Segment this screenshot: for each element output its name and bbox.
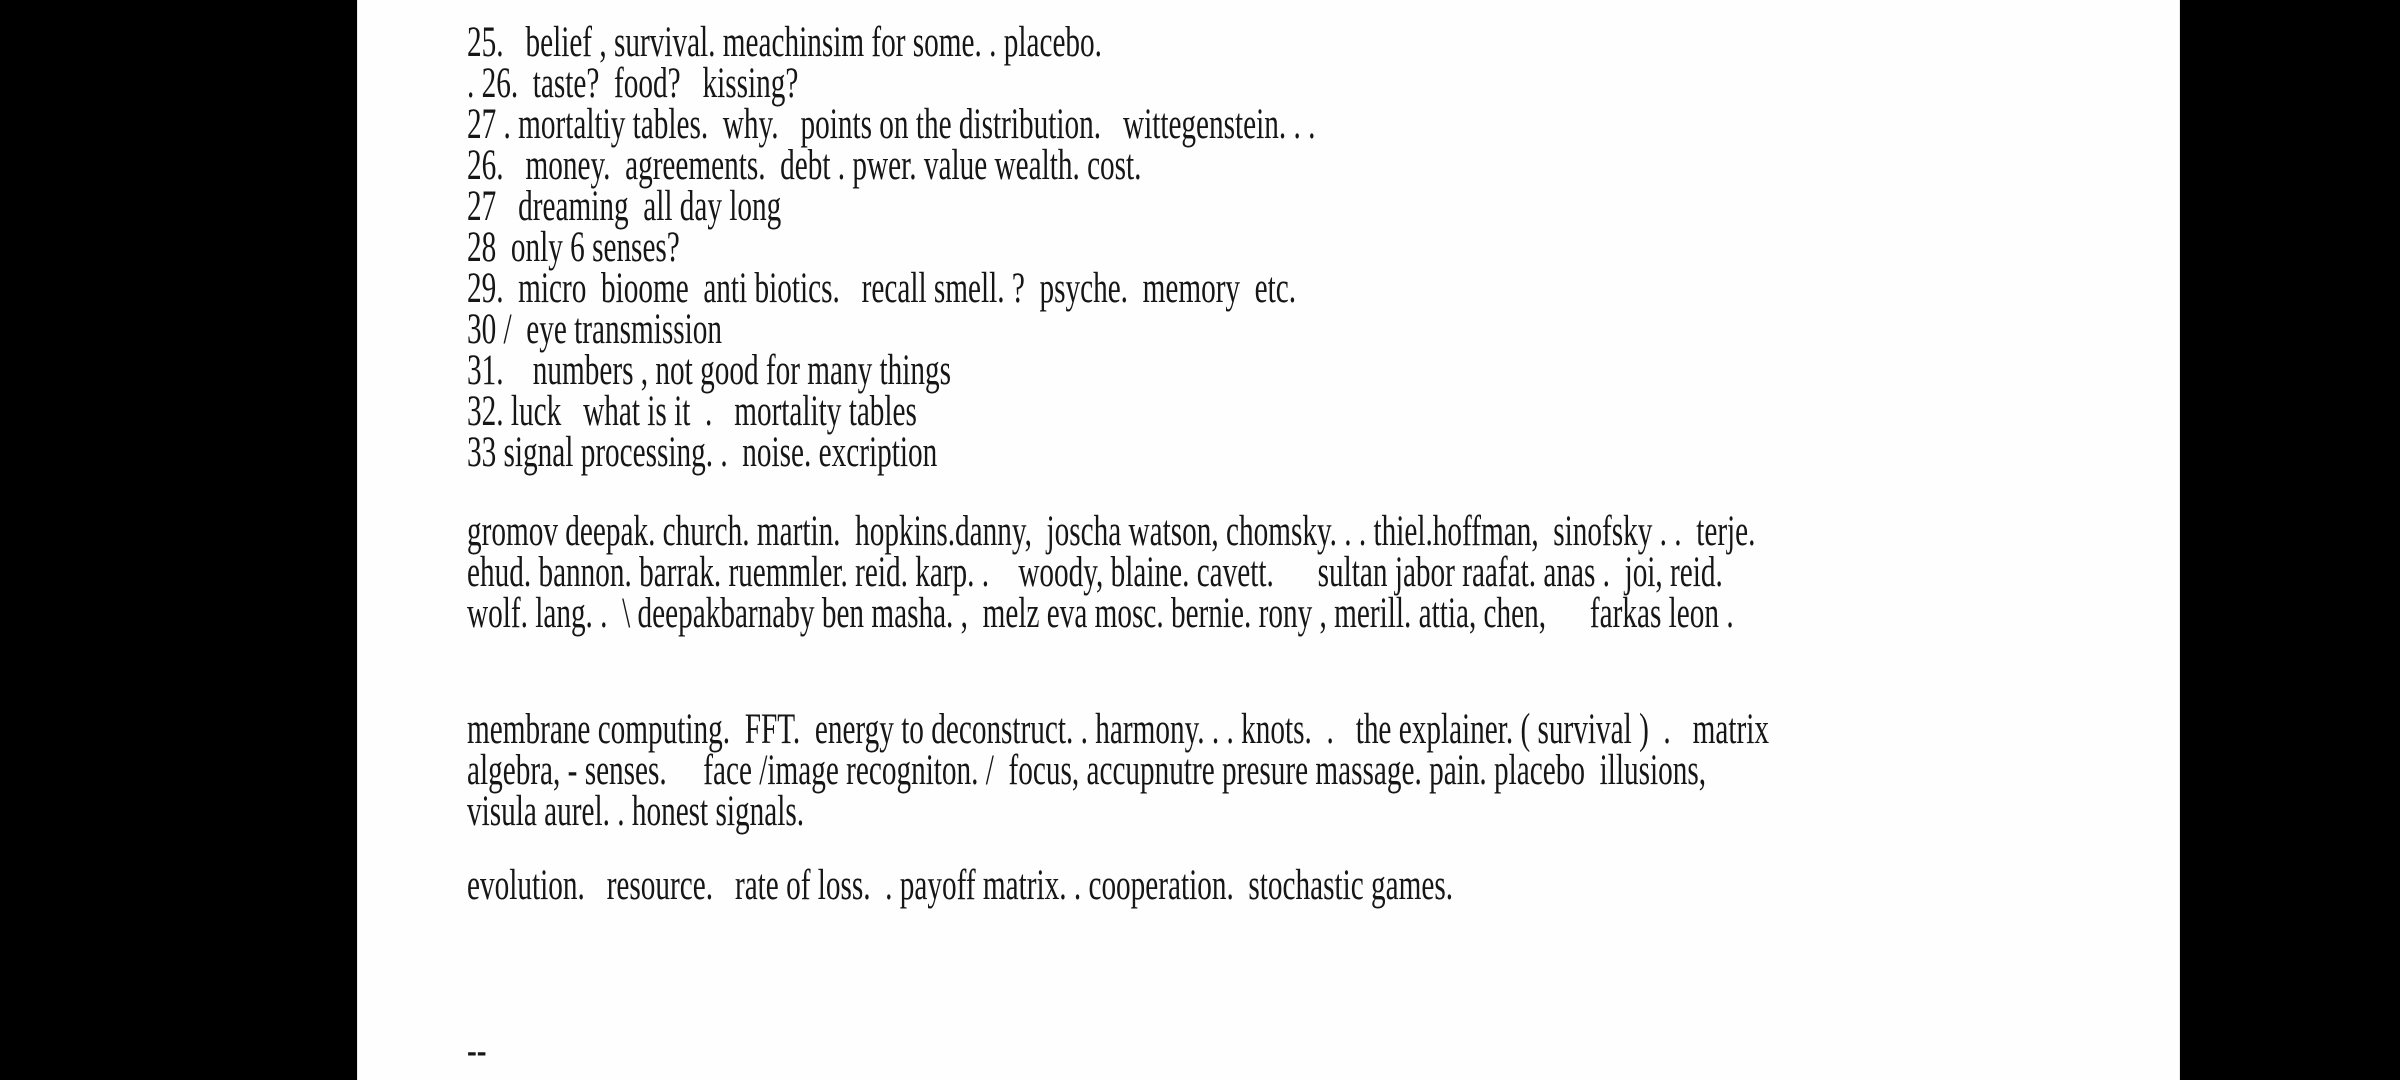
numbered-list-item: 26. money. agreements. debt . pwer. value wealth. cost.	[467, 142, 1142, 189]
names-line: ehud. bannon. barrak. ruemmler. reid. karp. . woody, blaine. cavett. sultan jabor raafat. anas . joi, reid.	[467, 549, 1723, 596]
document-page	[357, 0, 2180, 1080]
letterbox-right	[2180, 0, 2400, 1080]
numbered-list-item: . 26. taste? food? kissing?	[467, 60, 799, 107]
numbered-list-item: 27 dreaming all day long	[467, 183, 782, 230]
numbered-list-item: 25. belief , survival. meachinsim for some. . placebo.	[467, 19, 1102, 66]
numbered-list-item: 30 / eye transmission	[467, 306, 723, 353]
numbered-list-item: 29. micro bioome anti biotics. recall smell. ? psyche. memory etc.	[467, 265, 1297, 312]
letterbox-left	[0, 0, 357, 1080]
topics-line: algebra, - senses. face /image recogniton. / focus, accupnutre presure massage. pain. placebo illusions,	[467, 747, 1707, 794]
numbered-list-item: 31. numbers , not good for many things	[467, 347, 952, 394]
footer	[467, 1027, 2160, 1074]
topics-paragraph	[467, 706, 2160, 835]
numbered-list-item: 28 only 6 senses?	[467, 224, 680, 271]
games-line: evolution. resource. rate of loss. . payoff matrix. . cooperation. stochastic games.	[467, 862, 1454, 909]
numbered-list	[467, 19, 2160, 476]
names-line: wolf. lang. . \ deepakbarnaby ben masha. , melz eva mosc. bernie. rony , merill. attia, chen, farkas leon .	[467, 590, 1734, 637]
topics-line: membrane computing. FFT. energy to deconstruct. . harmony. . . knots. . the explainer. ( survival ) . matrix	[467, 706, 1769, 753]
footer-dashes: --	[467, 1027, 487, 1074]
names-line: gromov deepak. church. martin. hopkins.danny, joscha watson, chomsky. . . thiel.hoffman, sinofsky . . terje.	[467, 508, 1756, 555]
document-content	[467, 19, 2160, 1074]
games-paragraph	[467, 862, 2160, 909]
numbered-list-item: 33 signal processing. . noise. excription	[467, 429, 938, 476]
numbered-list-item: 32. luck what is it . mortality tables	[467, 388, 917, 435]
numbered-list-item: 27 . mortaltiy tables. why. points on the distribution. wittegenstein. . .	[467, 101, 1316, 148]
names-paragraph	[467, 508, 2160, 637]
topics-line: visula aurel. . honest signals.	[467, 788, 805, 835]
